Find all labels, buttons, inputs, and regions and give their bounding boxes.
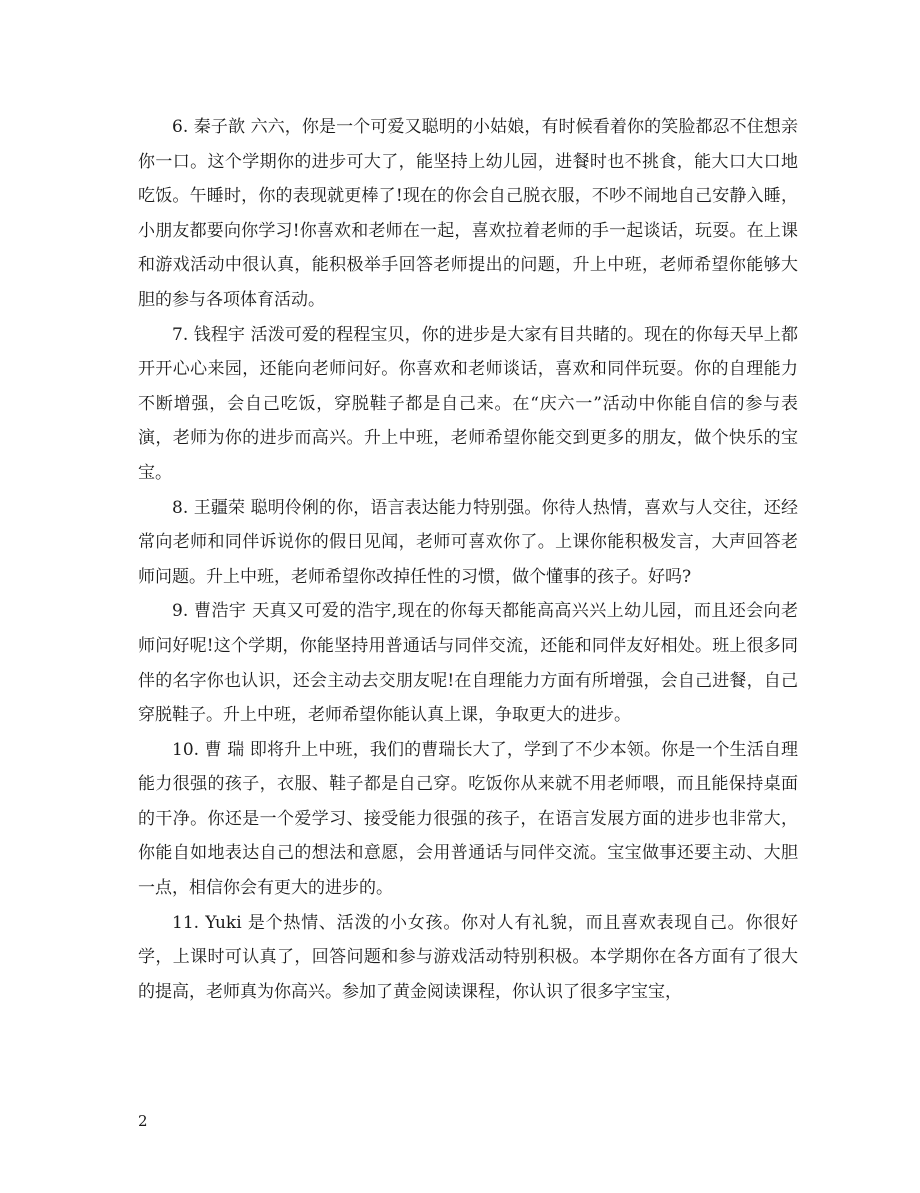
page-number: 2 [138,1112,148,1130]
paragraph-10: 10. 曹 瑞 即将升上中班，我们的曹瑞长大了，学到了不少本领。你是一个生活自理能力很强的孩子，衣服、鞋子都是自己穿。吃饭你从来就不用老师喂，而且能保持桌面的干净。你还是一个爱学习、接受能力很强的孩子，在语言发展方面的进步也非常大，你能自如地表达自己的想法和意愿，会用普通话与同伴交流。宝宝做事还要主动、大胆一点，相信你会有更大的进步的。 [138,739,798,899]
paragraph-11: 11. Yuki 是个热情、活泼的小女孩。你对人有礼貌，而且喜欢表现自己。你很好学，上课时可认真了，回答问题和参与游戏活动特别积极。本学期你在各方面有了很大的提高，老师真为你高兴。参加了黄金阅读课程，你认识了很多字宝宝， [138,912,798,1002]
paragraph-8: 8. 王疆荣 聪明伶俐的你，语言表达能力特别强。你待人热情，喜欢与人交往，还经常向老师和同伴诉说你的假日见闻，老师可喜欢你了。上课你能积极发言，大声回答老师问题。升上中班，老师希望你改掉任性的习惯，做个懂事的孩子。好吗? [138,497,798,587]
document-body [138,110,798,1009]
paragraph-6: 6. 秦子歆 六六，你是一个可爱又聪明的小姑娘，有时候看着你的笑脸都忍不住想亲你一口。这个学期你的进步可大了，能坚持上幼儿园，进餐时也不挑食，能大口大口地吃饭。午睡时，你的表现就更棒了!现在的你会自己脱衣服，不吵不闹地自己安静入睡，小朋友都要向你学习!你喜欢和老师在一起，喜欢拉着老师的手一起谈话，玩耍。在上课和游戏活动中很认真，能积极举手回答老师提出的问题，升上中班，老师希望你能够大胆的参与各项体育活动。 [138,117,798,310]
paragraph-7: 7. 钱程宇 活泼可爱的程程宝贝，你的进步是大家有目共睹的。现在的你每天早上都开开心心来园，还能向老师问好。你喜欢和老师谈话，喜欢和同伴玩耍。你的自理能力不断增强，会自己吃饭，穿脱鞋子都是自己来。在“庆六一”活动中你能自信的参与表演，老师为你的进步而高兴。升上中班，老师希望你能交到更多的朋友，做个快乐的宝宝。 [138,324,798,483]
paragraph-9: 9. 曹浩宇 天真又可爱的浩宇,现在的你每天都能高高兴兴上幼儿园，而且还会向老师问好呢!这个学期，你能坚持用普通话与同伴交流，还能和同伴友好相处。班上很多同伴的名字你也认识，还会主动去交朋友呢!在自理能力方面有所增强，会自己进餐，自己穿脱鞋子。升上中班，老师希望你能认真上课，争取更大的进步。 [138,601,798,726]
